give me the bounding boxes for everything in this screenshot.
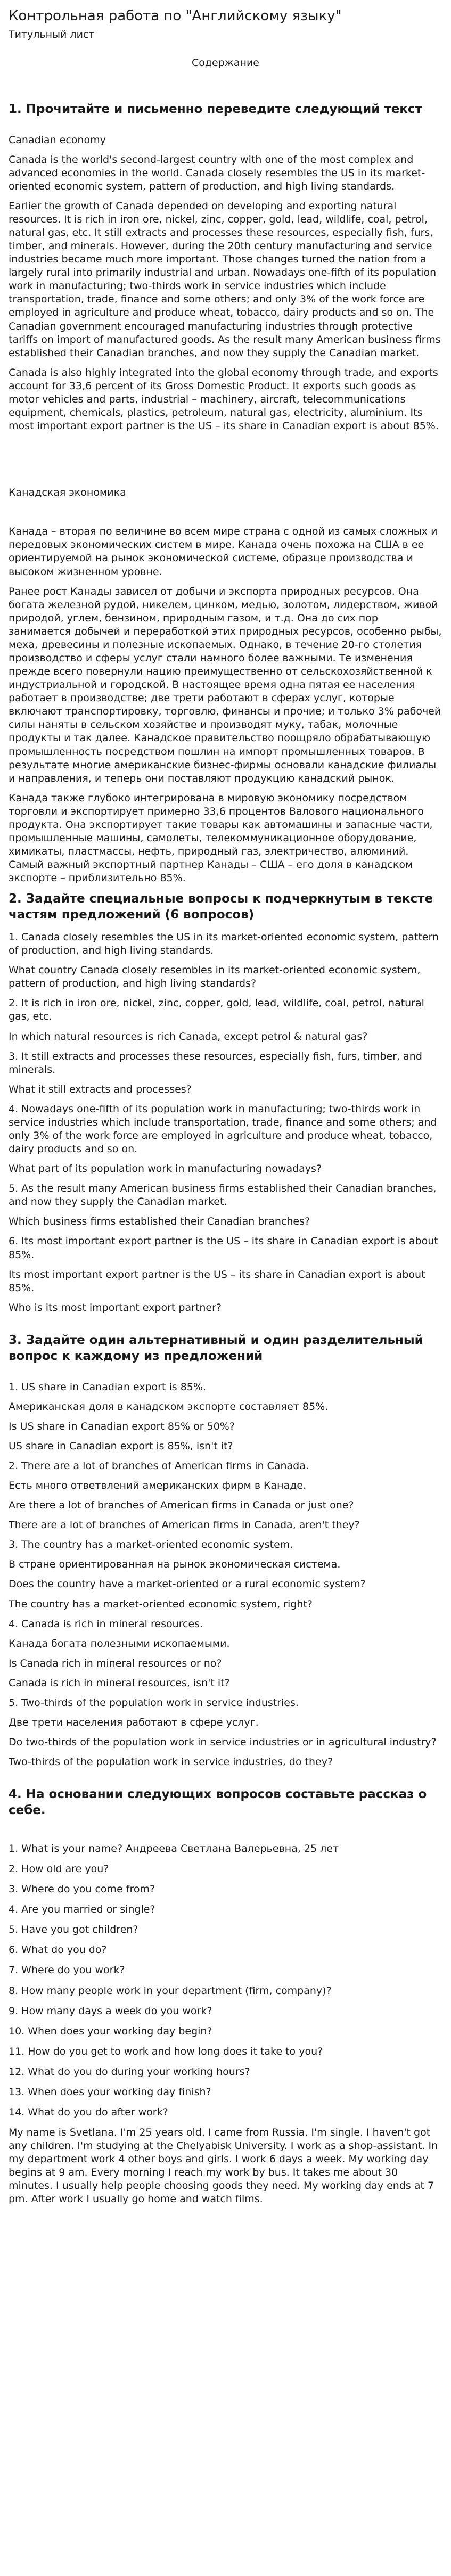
title-page-label: Титульный лист [9, 28, 95, 40]
question-line: 7. Where do you work? [9, 1964, 125, 1976]
qa-line: Who is its most important export partner? [9, 1301, 222, 1314]
qa-line: Canada is rich in mineral resources, isn't it? [9, 1677, 230, 1689]
question-line: 1. What is your name? Андреева Светлана Валерьевна, 25 лет [9, 1843, 339, 1855]
question-line: 2. How old are you? [9, 1863, 109, 1875]
qa-line: 2. It is rich in iron ore, nickel, zinc, copper, gold, lead, wildlife, coal, petrol, natural gas, etc. [9, 997, 424, 1023]
qa-line: What it still extracts and processes? [9, 1083, 192, 1095]
qa-line: Are there a lot of branches of American firms in Canada or just one? [9, 1499, 354, 1512]
qa-line: Американская доля в канадском экспорте составляет 85%. [9, 1400, 329, 1413]
question-line: 3. Where do you come from? [9, 1883, 155, 1896]
question-line: 8. How many people work in your department (firm, company)? [9, 1984, 332, 1997]
qa-line: В стране ориентированная на рынок экономическая система. [9, 1558, 341, 1571]
qa-line: In which natural resources is rich Canada, except petrol & natural gas? [9, 1030, 368, 1043]
qa-line: Две трети населения работают в сфере услуг. [9, 1716, 259, 1728]
task-4-section [9, 1787, 442, 2206]
russian-paragraph: Канада – вторая по величине во всем мире страна с одной из самых сложных и передовых экономических систем в мире. Канада очень похожа на США в ее ориентируемой на рынок экономической системе, образце производства и высоком жизненном уровне. [9, 526, 438, 578]
qa-line: The country has a market-oriented economic system, right? [9, 1598, 313, 1610]
qa-line: Канада богата полезными ископаемыми. [9, 1637, 230, 1650]
english-paragraph: Canada is also highly integrated into the global economy through trade, and exports account for 33,6 percent of its Gross Domestic Product. It exports such goods as motor vehicles and parts, industrial – machinery, aircraft, telecommunications equipment, chemicals, plastics, petroleum, natural gas, electricity, aluminium. Its most important export partner is the US – its share in Canadian export is about 85%. [9, 366, 439, 432]
task-2-heading: 2. Задайте специальные вопросы к подчеркнутым в тексте частям предложений (6 вопросов) [9, 892, 433, 922]
question-line: 4. Are you married or single? [9, 1904, 155, 1916]
task-4-heading: 4. На основании следующих вопросов составьте рассказ о себе. [9, 1787, 427, 1818]
task-2-section [9, 891, 442, 1315]
qa-line: Does the country have a market-oriented or a rural economic system? [9, 1578, 366, 1590]
question-line: 12. What do you do during your working hours? [9, 2065, 250, 2078]
personal-story: My name is Svetlana. I'm 25 years old. I came from Russia. I'm single. I haven't got any children. I'm studying at the Chelyabisk University. I work as a shop-assistant. In my department work 4 other boys and girls. I work 6 days a week. My working day begins at 9 am. Every morning I reach my work by bus. It takes me about 30 minutes. I usually help people choosing goods they need. My working day ends at 7 pm. After work I usually go home and watch films. [9, 2127, 438, 2205]
qa-line: 3. The country has a market-oriented economic system. [9, 1539, 293, 1551]
qa-line: Which business firms established their Canadian branches? [9, 1216, 310, 1228]
task-3-heading: 3. Задайте один альтернативный и один разделительный вопрос к каждому из предложений [9, 1333, 423, 1363]
question-line: 5. Have you got children? [9, 1924, 138, 1936]
qa-line: 1. Canada closely resembles the US in its market-oriented economic system, pattern of production, and high living standards. [9, 931, 439, 957]
qa-line: What part of its population work in manufacturing nowadays? [9, 1163, 322, 1175]
question-line: 11. How do you get to work and how long does it take to you? [9, 2045, 323, 2057]
qa-line: 5. As the result many American business firms established their Canadian branches, and now they supply the Canadian market. [9, 1183, 437, 1208]
spacer [9, 506, 442, 525]
spacer [9, 439, 442, 486]
russian-text-title: Канадская экономика [9, 487, 126, 499]
qa-line: Есть много ответвлений американских фирм в Канаде. [9, 1480, 307, 1492]
qa-line: Do two-thirds of the population work in service industries or in agricultural industry? [9, 1736, 437, 1749]
qa-line: Two-thirds of the population work in service industries, do they? [9, 1756, 333, 1768]
question-line: 14. What do you do after work? [9, 2106, 168, 2119]
task-1-section [9, 102, 442, 885]
table-of-contents-label: Содержание [192, 56, 259, 69]
russian-paragraph: Канада также глубоко интегрирована в мировую экономику посредством торговли и экспортирует примерно 33,6 процентов Валового национального продукта. Она экспортирует такие товары как автомашины и запасные части, промышленные машины, самолеты, телекоммуникационное оборудование, химикаты, пластмассы, нефть, природный газ, электричество, алюминий. Самый важный экспортный партнер Канады – США – его доля в канадском экспорте – приблизительно 85%. [9, 792, 433, 884]
qa-line: US share in Canadian export is 85%, isn't it? [9, 1440, 233, 1452]
english-paragraph: Canada is the world's second-largest country with one of the most complex and advanced economies in the world. Canada closely resembles the US in its market-oriented economic system, pattern of production, and high living standards. [9, 153, 425, 192]
question-line: 10. When does your working day begin? [9, 2025, 212, 2037]
qa-line: 3. It still extracts and processes these resources, especially fish, furs, timber, and minerals. [9, 1050, 422, 1076]
qa-line: 6. Its most important export partner is the US – its share in Canadian export is about 85%. [9, 1235, 438, 1261]
qa-line: 4. Canada is rich in mineral resources. [9, 1618, 203, 1630]
question-line: 6. What do you do? [9, 1944, 107, 1956]
question-line: 13. When does your working day finish? [9, 2086, 211, 2098]
question-line: 9. How many days a week do you work? [9, 2005, 212, 2017]
qa-line: Its most important export partner is the US – its share in Canadian export is about 85%. [9, 1268, 425, 1294]
document-title: Контрольная работа по "Английскому языку" [9, 8, 342, 24]
task-3-section [9, 1333, 442, 1769]
qa-line: Is US share in Canadian export 85% or 50%? [9, 1420, 235, 1432]
english-paragraph: Earlier the growth of Canada depended on developing and exporting natural resources. It is rich in iron ore, nickel, zinc, copper, gold, lead, wildlife, coal, petrol, natural gas, etc. It still extracts and processes these resources, especially fish, furs, timber, and minerals. However, during the 20th century manufacturing and service industries became much more important. Those changes turned the nation from a largely rural into primarily industrial and urban. Nowadays one-fifth of its population work in manufacturing; two-thirds work in service industries which include transportation, trade, finance and some others; and only 3% of the work force are employed in agriculture and produce wheat, tobacco, dairy products and so on. The Canadian government encouraged manufacturing industries through protective tariffs on import of manufactured goods. As the result many American business firms established their Canadian branches, and now they supply the Canadian market. [9, 200, 441, 359]
qa-line: What country Canada closely resembles in its market-oriented economic system, pattern of production, and high living standards? [9, 964, 421, 990]
qa-line: 1. US share in Canadian export is 85%. [9, 1381, 206, 1393]
russian-paragraph: Ранее рост Канады зависел от добычи и экспорта природных ресурсов. Она богата железной рудой, никелем, цинком, медью, золотом, лидерством, живой природой, углем, бензином, природным газом, и т.д. Она до сих пор занимается добычей и переработкой этих природных ресурсов, особенно рыбы, меха, древесины и полезные ископаемых. Однако, в течение 20-го столетия производство и сферы услуг стали намного более важными. Те изменения прежде всего повернули нацию преимущественно от сельскохозяйственной к индустриальной и городской. В настоящее время одна пятая ее населения работает в производстве; две трети работают в сферах услуг, которые включают транспортировку, торговлю, финансы и прочие; и только 3% рабочей силы наняты в сельском хозяйстве и производят муку, табак, молочные продукты и так далее. Канадское правительство поощряло обрабатывающую промышленность посредством пошлин на импорт промышленных товаров. В результате многие американские бизнес-фирмы основали канадские филиалы и направления, и теперь они поставляют продукцию канадский рынок. [9, 585, 442, 784]
qa-line: 4. Nowadays one-fifth of its population work in manufacturing; two-thirds work in service industries which include transportation, trade, finance and some others; and only 3% of the work force are employed in agriculture and produce wheat, tobacco, dairy products and so on. [9, 1103, 437, 1155]
qa-line: 2. There are a lot of branches of American firms in Canada. [9, 1459, 309, 1472]
qa-line: Is Canada rich in mineral resources or no? [9, 1657, 222, 1669]
qa-line: 5. Two-thirds of the population work in service industries. [9, 1696, 299, 1709]
task-1-heading: 1. Прочитайте и письменно переведите следующий текст [9, 102, 422, 116]
english-text-title: Canadian economy [9, 134, 106, 146]
qa-line: There are a lot of branches of American firms in Canada, aren't they? [9, 1519, 360, 1531]
